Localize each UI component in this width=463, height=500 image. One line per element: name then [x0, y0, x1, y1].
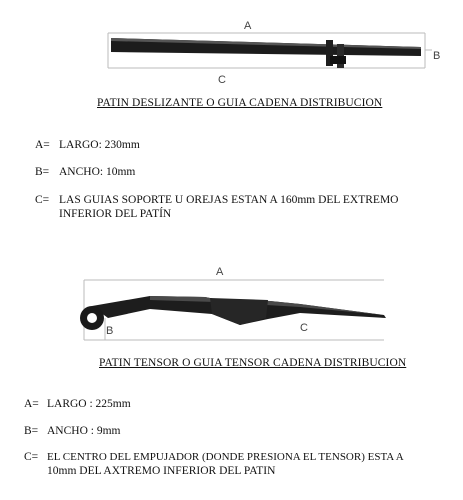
slider-spec-c-value-line2: INFERIOR DEL PATÍN — [59, 208, 172, 220]
slider-dim-c-label: C — [218, 74, 226, 86]
tensioner-spec-b — [24, 425, 454, 439]
tensioner-spec-a-key: A= — [24, 398, 39, 410]
slider-title: PATIN DESLIZANTE O GUIA CADENA DISTRIBUCION — [97, 97, 383, 109]
tensioner-pivot-hole — [87, 313, 97, 323]
tensioner-dim-b-label: B — [106, 325, 114, 337]
slider-dim-a-label: A — [244, 20, 252, 32]
tensioner-spec-c — [24, 451, 454, 479]
tensioner-dim-a-label: A — [216, 266, 224, 278]
slider-dim-b-label: B — [433, 50, 441, 62]
tensioner-spec-b-key: B= — [24, 425, 39, 437]
slider-spec-a-value: LARGO: 230mm — [59, 139, 140, 151]
tensioner-pusher-pad — [210, 298, 268, 325]
tensioner-spec-a-value: LARGO : 225mm — [47, 398, 131, 410]
slider-spec-b-key: B= — [35, 166, 50, 178]
tensioner-spec-c-key: C= — [24, 451, 39, 463]
slider-spec-c-key: C= — [35, 194, 50, 206]
slider-spec-b-value: ANCHO: 10mm — [59, 166, 136, 178]
slider-spec-a-key: A= — [35, 139, 50, 151]
tensioner-spec-c-value-line1: EL CENTRO DEL EMPUJADOR (DONDE PRESIONA EL TENSOR) ESTA A — [47, 451, 404, 463]
tensioner-spec-b-value: ANCHO : 9mm — [47, 425, 121, 437]
tensioner-spec-a — [24, 398, 454, 412]
tensioner-dim-c-label: C — [300, 322, 308, 334]
tensioner-spec-c-value-line2: 10mm DEL AXTREMO INFERIOR DEL PATIN — [47, 465, 276, 477]
tensioner-title: PATIN TENSOR O GUIA TENSOR CADENA DISTRIBUCION — [99, 357, 407, 369]
slider-spec-c-value-line1: LAS GUIAS SOPORTE U OREJAS ESTAN A 160mm DEL EXTREMO — [59, 194, 399, 206]
